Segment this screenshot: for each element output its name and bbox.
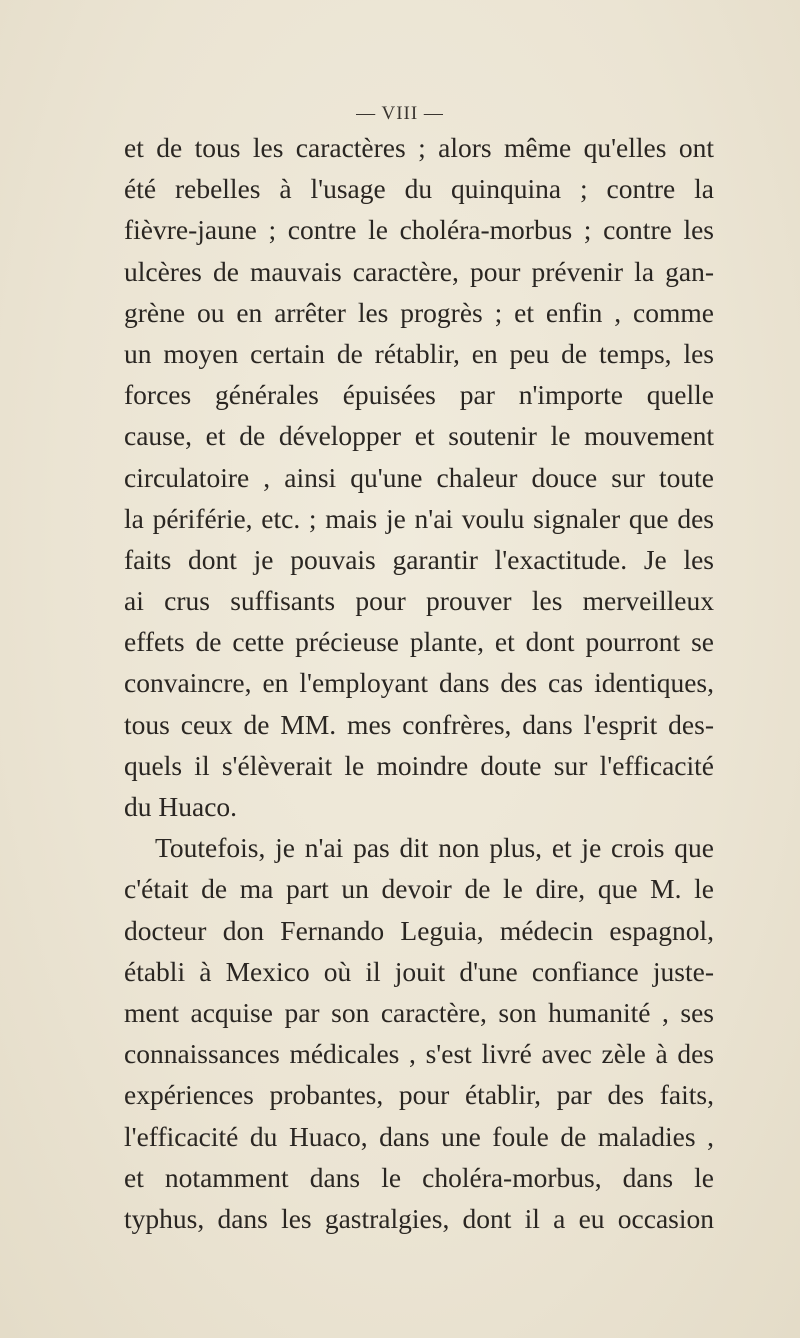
text-line: connaissances médicales , s'est livré avec zèle à des (124, 1038, 714, 1070)
text-line: effets de cette précieuse plante, et dont pourront se (124, 626, 714, 658)
text-line: typhus, dans les gastralgies, dont il a eu occasion (124, 1202, 714, 1234)
text-line: faits dont je pouvais garantir l'exactitude. Je les (124, 543, 714, 575)
text-line: tous ceux de MM. mes confrères, dans l'esprit des- (124, 708, 714, 740)
text-line: cause, et de développer et soutenir le mouvement (124, 420, 714, 452)
text-line: été rebelles à l'usage du quinquina ; contre la (124, 173, 714, 205)
text-line: quels il s'élèverait le moindre doute sur l'efficacité (124, 749, 714, 781)
text-line: ment acquise par son caractère, son humanité , ses (124, 996, 714, 1028)
text-line: ulcères de mauvais caractère, pour prévenir la gan- (124, 255, 714, 287)
text-line: un moyen certain de rétablir, en peu de temps, les (124, 337, 714, 369)
text-line: circulatoire , ainsi qu'une chaleur douce sur toute (124, 461, 714, 493)
text-line: expériences probantes, pour établir, par des faits, (124, 1079, 714, 1111)
text-line: et de tous les caractères ; alors même qu'elles ont (124, 132, 714, 163)
paragraph-start-line: Toutefois, je n'ai pas dit non plus, et je crois que (155, 832, 714, 864)
text-line: grène ou en arrêter les progrès ; et enfin , comme (124, 296, 714, 328)
text-line: établi à Mexico où il jouit d'une confiance juste- (124, 955, 714, 987)
paragraph-end-line: du Huaco. (124, 791, 238, 822)
text-line: c'était de ma part un devoir de le dire, que M. le (124, 873, 714, 905)
page-number-header: — VIII — (356, 103, 444, 124)
text-line: et notamment dans le choléra-morbus, dans le (124, 1161, 714, 1193)
text-line: la périférie, etc. ; mais je n'ai voulu signaler que des (124, 502, 714, 534)
text-line: docteur don Fernando Leguia, médecin espagnol, (124, 914, 714, 946)
text-line: ai crus suffisants pour prouver les merveilleux (124, 585, 714, 617)
text-line: fièvre-jaune ; contre le choléra-morbus ; contre les (124, 214, 714, 246)
text-line: l'efficacité du Huaco, dans une foule de maladies , (124, 1120, 714, 1152)
body-text (124, 127, 714, 1239)
text-line: convaincre, en l'employant dans des cas identiques, (124, 667, 714, 699)
text-line: forces générales épuisées par n'importe quelle (124, 379, 714, 411)
